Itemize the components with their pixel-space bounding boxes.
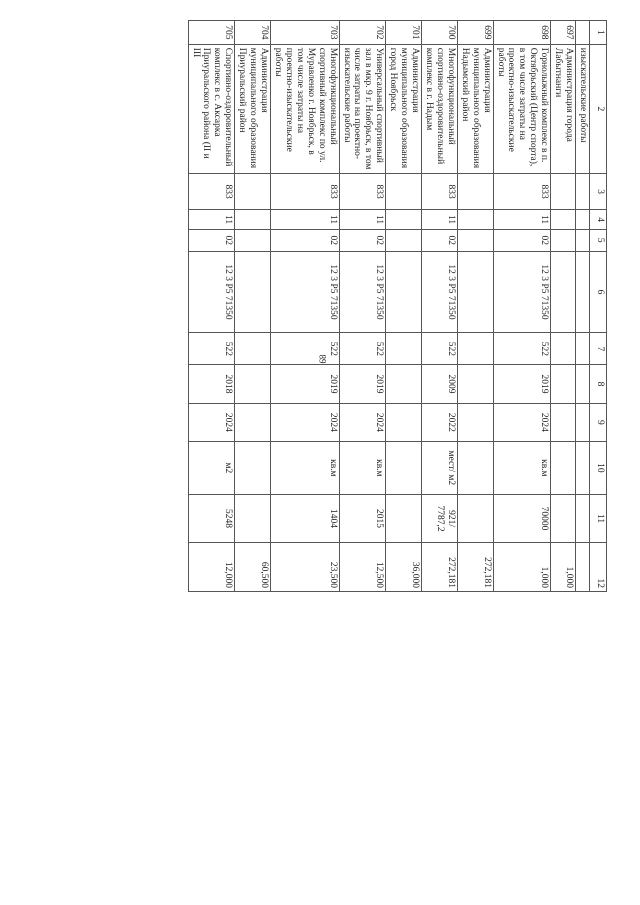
- table-cell-c11: [457, 494, 493, 543]
- table-cell-num: 701: [386, 21, 422, 45]
- table-cell-c6: 12 3 P5 71350: [493, 251, 551, 333]
- budget-table-sheet: [116, 20, 607, 592]
- table-cell-c6: [457, 251, 493, 333]
- table-cell-c9: [457, 403, 493, 441]
- table-cell-c3: [576, 174, 590, 210]
- table-cell-c4: [235, 210, 271, 230]
- table-cell-name: Многофункциональный спортивный комплекс по ул. Муравленко г. Ноябрьск, в том числе затраты на проектно-изыскательские работы: [271, 44, 340, 173]
- table-cell-c3: 833: [422, 174, 458, 210]
- table-cell-name: Администрация муниципального образования Приуральский район: [235, 44, 271, 173]
- table-cell-c7: [235, 333, 271, 365]
- table-cell-c9: 2024: [493, 403, 551, 441]
- table-cell-c6: [386, 251, 422, 333]
- table-row: [339, 21, 386, 592]
- table-cell-c8: [457, 365, 493, 403]
- table-cell-c3: 833: [271, 174, 340, 210]
- table-row: [551, 21, 576, 592]
- table-cell-c10: [235, 441, 271, 494]
- table-cell-c12: [576, 543, 590, 592]
- table-cell-c3: 833: [188, 174, 235, 210]
- table-cell-c7: 522: [422, 333, 458, 365]
- table-cell-c12: 12,000: [188, 543, 235, 592]
- table-cell-num: [576, 21, 590, 45]
- table-cell-c5: 02: [188, 229, 235, 251]
- table-cell-num: 703: [271, 21, 340, 45]
- table-row: [576, 21, 590, 592]
- table-cell-c12: 272,181: [422, 543, 458, 592]
- table-cell-c7: [576, 333, 590, 365]
- table-cell-name: Универсальный спортивный зал в мкр. 9 г. Ноябрьск, в том числе затраты на проектно-изыскательские работы: [339, 44, 386, 173]
- table-cell-c5: [576, 229, 590, 251]
- table-cell-c7: [386, 333, 422, 365]
- column-header: 1: [590, 21, 607, 45]
- table-row: [493, 21, 551, 592]
- table-cell-c6: 12 3 P5 71350: [188, 251, 235, 333]
- table-cell-c7: 522: [271, 333, 340, 365]
- table-cell-c4: [457, 210, 493, 230]
- table-cell-c9: [386, 403, 422, 441]
- table-cell-c12: 60,500: [235, 543, 271, 592]
- table-cell-c7: [551, 333, 576, 365]
- table-cell-name: Администрация города Лабытнанги: [551, 44, 576, 173]
- table-cell-c6: [235, 251, 271, 333]
- table-cell-c5: [551, 229, 576, 251]
- table-cell-c9: [576, 403, 590, 441]
- table-cell-c12: 1,000: [493, 543, 551, 592]
- table-cell-c5: 02: [271, 229, 340, 251]
- table-cell-c11: 2015: [339, 494, 386, 543]
- table-cell-c3: [457, 174, 493, 210]
- table-cell-c12: 36,000: [386, 543, 422, 592]
- table-cell-c12: 12,500: [339, 543, 386, 592]
- table-cell-name: Администрация муниципального образования город Ноябрьск: [386, 44, 422, 173]
- table-cell-c4: 11: [188, 210, 235, 230]
- column-header: 11: [590, 494, 607, 543]
- table-cell-c7: 522: [493, 333, 551, 365]
- table-cell-c4: [551, 210, 576, 230]
- table-cell-c7: [457, 333, 493, 365]
- column-header: 4: [590, 210, 607, 230]
- table-cell-c9: [551, 403, 576, 441]
- table-cell-c9: 2024: [188, 403, 235, 441]
- table-cell-c8: [386, 365, 422, 403]
- column-header: 3: [590, 174, 607, 210]
- table-cell-c5: [235, 229, 271, 251]
- table-cell-c8: 2019: [271, 365, 340, 403]
- table-row: [386, 21, 422, 592]
- table-cell-c11: [235, 494, 271, 543]
- table-row: [422, 21, 458, 592]
- table-cell-c7: 522: [188, 333, 235, 365]
- table-cell-c8: [551, 365, 576, 403]
- table-cell-c10: [457, 441, 493, 494]
- table-cell-num: 698: [493, 21, 551, 45]
- table-cell-num: 697: [551, 21, 576, 45]
- column-header: 5: [590, 229, 607, 251]
- table-cell-c12: 272,181: [457, 543, 493, 592]
- table-cell-c3: [386, 174, 422, 210]
- table-row: [271, 21, 340, 592]
- table-cell-c12: 1,000: [551, 543, 576, 592]
- table-cell-name: Администрация муниципального образования Надымский район: [457, 44, 493, 173]
- table-cell-name: изыскательские работы: [576, 44, 590, 173]
- table-cell-c10: м2: [188, 441, 235, 494]
- table-cell-c5: 02: [493, 229, 551, 251]
- column-header: 12: [590, 543, 607, 592]
- table-cell-c5: 02: [422, 229, 458, 251]
- column-header: 8: [590, 365, 607, 403]
- table-cell-c11: [551, 494, 576, 543]
- column-header: 7: [590, 333, 607, 365]
- table-cell-c11: [576, 494, 590, 543]
- table-cell-c3: [551, 174, 576, 210]
- table-cell-c11: 921/ 7787,2: [422, 494, 458, 543]
- table-cell-name: Многофункциональный спортивно-оздоровительный комплекс в г. Надым: [422, 44, 458, 173]
- table-cell-c4: 11: [493, 210, 551, 230]
- table-cell-c6: 12 3 P5 71350: [271, 251, 340, 333]
- table-cell-c4: [576, 210, 590, 230]
- table-cell-name: Горнолыжный комплекс в п. Октябрьский (Центр спорта), в том числе затраты на проектно-изыскательские работы: [493, 44, 551, 173]
- table-cell-c10: [386, 441, 422, 494]
- table-cell-c9: 2024: [271, 403, 340, 441]
- table-cell-c5: 02: [339, 229, 386, 251]
- table-cell-c4: 11: [422, 210, 458, 230]
- table-cell-c8: [576, 365, 590, 403]
- table-cell-num: 699: [457, 21, 493, 45]
- table-cell-c11: 1404: [271, 494, 340, 543]
- table-cell-c10: кв.м: [493, 441, 551, 494]
- table-cell-c3: [235, 174, 271, 210]
- table-cell-c7: 522: [339, 333, 386, 365]
- column-header: 2: [590, 44, 607, 173]
- table-row: [457, 21, 493, 592]
- table-cell-c10: [551, 441, 576, 494]
- table-cell-c9: [235, 403, 271, 441]
- table-cell-c10: [576, 441, 590, 494]
- table-cell-name: Спортивно-оздоровительный комплекс в с. Аксарка Приуральского района (II и III: [188, 44, 235, 173]
- column-header: 6: [590, 251, 607, 333]
- table-cell-c5: [386, 229, 422, 251]
- table-cell-c5: [457, 229, 493, 251]
- table-cell-c9: 2022: [422, 403, 458, 441]
- table-body: [188, 21, 589, 592]
- table-cell-c8: 2009: [422, 365, 458, 403]
- table-cell-c8: 2018: [188, 365, 235, 403]
- table-cell-c6: 12 3 P5 71350: [339, 251, 386, 333]
- table-cell-c6: 12 3 P5 71350: [422, 251, 458, 333]
- table-cell-num: 704: [235, 21, 271, 45]
- table-cell-c10: мест/ м2: [422, 441, 458, 494]
- table-cell-num: 702: [339, 21, 386, 45]
- table-cell-c4: 11: [339, 210, 386, 230]
- table-row: [188, 21, 235, 592]
- budget-table: [188, 20, 607, 592]
- table-cell-c6: [551, 251, 576, 333]
- table-cell-c8: 2019: [493, 365, 551, 403]
- table-cell-c3: 833: [339, 174, 386, 210]
- table-cell-c3: 833: [493, 174, 551, 210]
- table-cell-c11: 70000: [493, 494, 551, 543]
- table-cell-c6: [576, 251, 590, 333]
- table-cell-c4: [386, 210, 422, 230]
- column-number-header-row: [590, 21, 607, 592]
- table-cell-c11: 5248: [188, 494, 235, 543]
- column-header: 9: [590, 403, 607, 441]
- column-header: 10: [590, 441, 607, 494]
- table-cell-num: 700: [422, 21, 458, 45]
- table-cell-c10: кв.м: [271, 441, 340, 494]
- table-cell-c11: [386, 494, 422, 543]
- table-cell-num: 705: [188, 21, 235, 45]
- table-cell-c10: кв.м: [339, 441, 386, 494]
- table-row: [235, 21, 271, 592]
- table-cell-c12: 23,500: [271, 543, 340, 592]
- table-cell-c4: 11: [271, 210, 340, 230]
- table-cell-c8: 2019: [339, 365, 386, 403]
- table-cell-c8: [235, 365, 271, 403]
- table-cell-c9: 2024: [339, 403, 386, 441]
- page-number: 89: [317, 354, 328, 364]
